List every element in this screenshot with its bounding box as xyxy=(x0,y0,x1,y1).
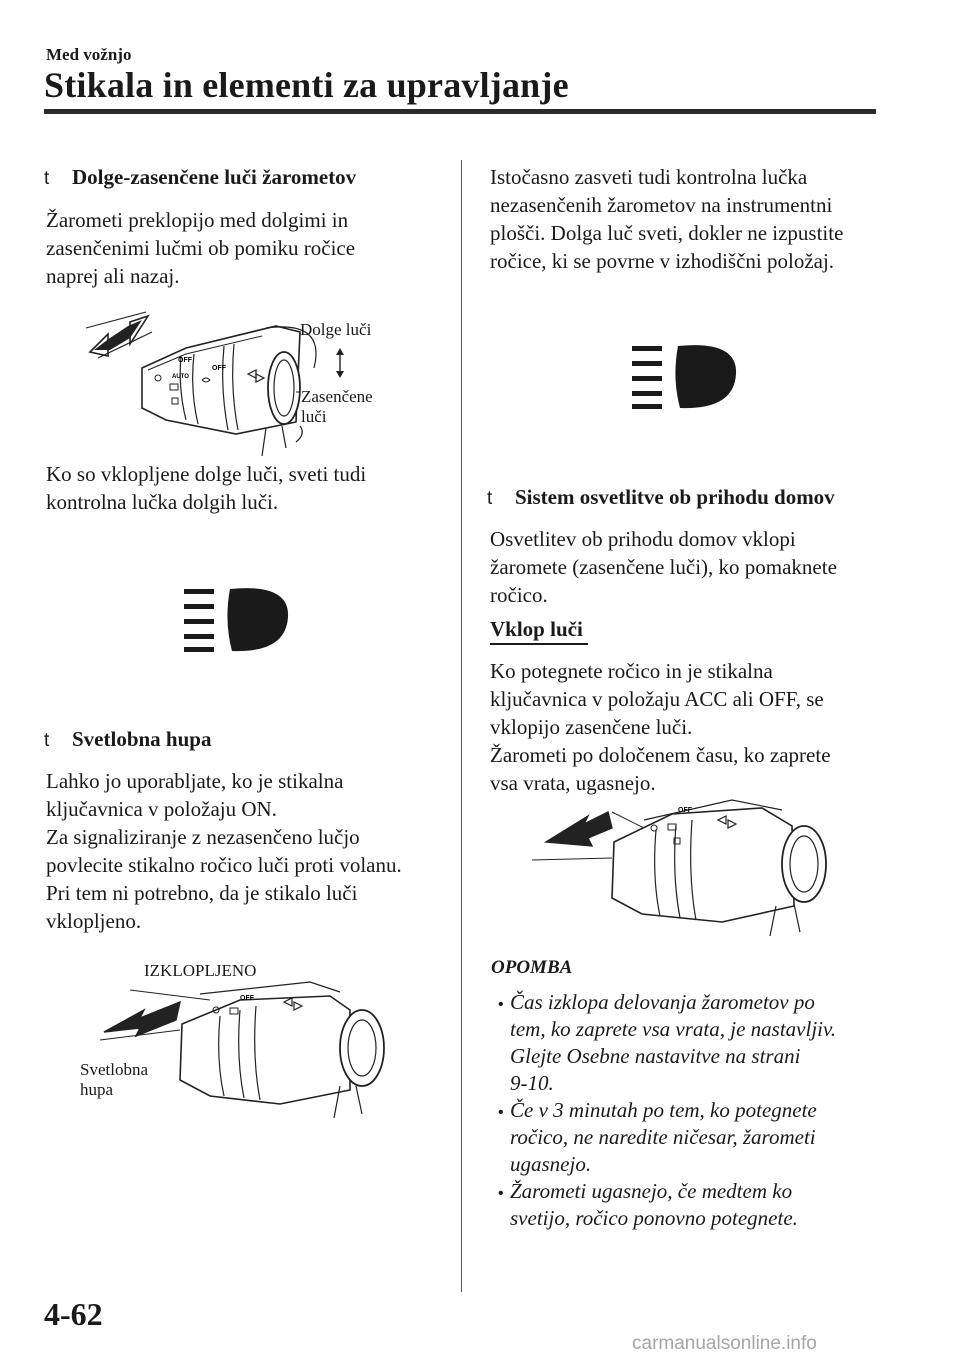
bullet-icon: t xyxy=(44,168,50,189)
subhead-lights-on: Vklop luči xyxy=(490,617,583,641)
label-off: IZKLOPLJENO xyxy=(144,961,257,980)
column-divider xyxy=(461,160,462,1292)
subhead-underline xyxy=(490,643,588,645)
section-label: Med vožnjo xyxy=(46,45,132,64)
label-flash-to-pass: Svetlobna hupa xyxy=(80,1060,148,1099)
switch-off-marking: OFF xyxy=(678,807,692,814)
switch-off-marking-2: OFF xyxy=(212,365,226,372)
bullet-icon: t xyxy=(487,488,493,509)
switch-off-marking: OFF xyxy=(178,357,192,364)
note-item-1: Čas izklopa delovanja žarometov po tem, ko zaprete vsa vrata, je nastavljiv. Glejte Osebne nastavitve na strani 9-10. xyxy=(510,990,837,1095)
heading-flash-to-pass: t Svetlobna hupa xyxy=(44,727,212,751)
paragraph-coming-home: Osvetlitev ob prihodu domov vklopi žaromete (zasenčene luči), ko pomaknete ročico. xyxy=(490,527,837,607)
heading-high-low-beam: t Dolge-zasenčene luči žarometov xyxy=(44,165,357,189)
lever-coming-home-illustration xyxy=(532,798,832,938)
label-high-beam: Dolge luči xyxy=(300,320,372,339)
label-low-beam: Zasenčene luči xyxy=(301,387,373,426)
high-beam-indicator-icon-right xyxy=(632,344,740,410)
switch-off-marking: OFF xyxy=(240,995,254,1002)
note-item-2: Če v 3 minutah po tem, ko potegnete ročico, ne naredite ničesar, žarometi ugasnejo. xyxy=(510,1098,817,1176)
bullet-icon: t xyxy=(44,730,50,751)
paragraph-indicator: Ko so vklopljene dolge luči, sveti tudi kontrolna lučka dolgih luči. xyxy=(46,462,367,514)
note-title: OPOMBA xyxy=(491,957,573,978)
note-bullet: • xyxy=(498,996,504,1013)
note-bullet: • xyxy=(498,1185,504,1202)
heading-coming-home: t Sistem osvetlitve ob prihodu domov xyxy=(487,485,835,509)
header-rule xyxy=(44,109,876,114)
pull-arrow-icon xyxy=(104,1002,180,1036)
paragraph-indicator-right: Istočasno zasveti tudi kontrolna lučka nezasenčenih žarometov na instrumentni plošči. Dolga luč sveti, dokler ne izpustite ročice, ki se povrne v izhodiščni položaj. xyxy=(490,165,844,273)
pull-arrow-icon xyxy=(546,812,612,846)
paragraph-high-low-beam: Žarometi preklopijo med dolgimi in zasenčenimi lučmi ob pomiku ročice naprej ali nazaj. xyxy=(46,208,356,288)
page-number: 4-62 xyxy=(44,1296,103,1332)
page-title: Stikala in elementi za upravljanje xyxy=(44,65,569,105)
paragraph-flash-to-pass: Lahko jo uporabljate, ko je stikalna ključavnica v položaju ON. Za signaliziranje z nezasenčeno lučjo povlecite stikalno ročico luči proti volanu. Pri tem ni potrebno, da je stikalo luči vklopljeno. xyxy=(46,769,402,933)
high-beam-indicator-icon xyxy=(184,587,292,653)
note-item-3: Žarometi ugasnejo, če medtem ko svetijo, ročico ponovno potegnete. xyxy=(510,1179,798,1230)
note-bullet: • xyxy=(498,1104,504,1121)
watermark: carmanualsonline.info xyxy=(632,1333,817,1354)
paragraph-lights-on: Ko potegnete ročico in je stikalna ključavnica v položaju ACC ali OFF, se vklopijo zasenčene luči. Žarometi po določenem času, ko zaprete vsa vrata, ugasnejo. xyxy=(490,659,831,795)
switch-auto-marking: AUTO xyxy=(172,374,189,380)
